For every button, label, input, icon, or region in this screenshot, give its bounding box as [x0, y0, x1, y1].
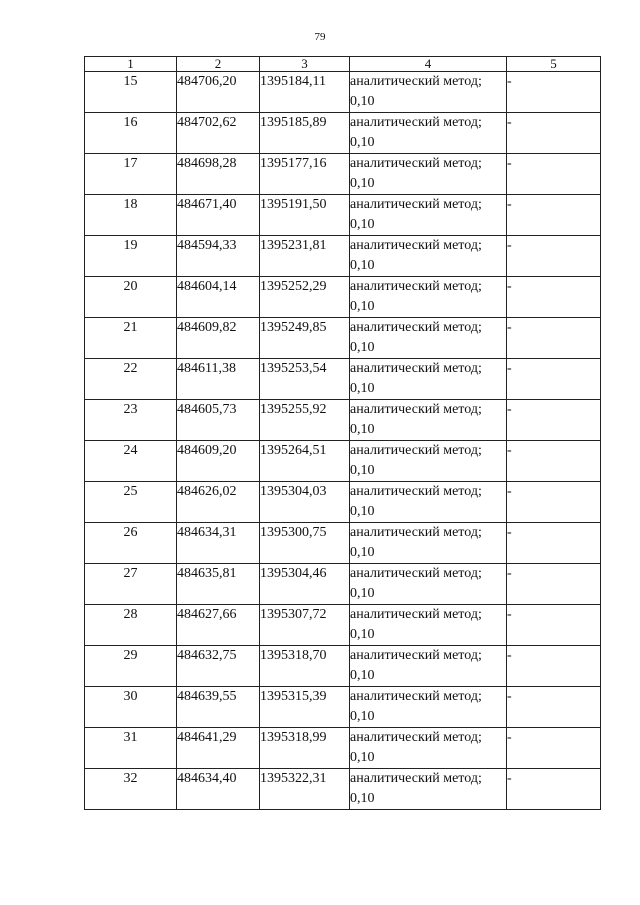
y-coordinate-cell: [260, 646, 350, 687]
method-cell: [350, 605, 507, 646]
y-coordinate-cell: [260, 605, 350, 646]
table-row: [85, 728, 601, 769]
note-text: -: [507, 115, 512, 130]
method-cell: [350, 564, 507, 605]
table-row: [85, 72, 601, 113]
accuracy-value: 0,10: [350, 791, 375, 806]
table-body: [85, 72, 601, 810]
x-coordinate: 484639,55: [177, 689, 237, 704]
point-number: 18: [123, 197, 138, 212]
table-row: [85, 400, 601, 441]
y-coordinate: 1395315,39: [260, 689, 327, 704]
column-header: 2: [177, 57, 260, 72]
method-cell: [350, 113, 507, 154]
note-cell: [507, 318, 601, 359]
point-number-cell: [85, 72, 177, 113]
table-row: [85, 277, 601, 318]
y-coordinate-cell: [260, 482, 350, 523]
y-coordinate: 1395252,29: [260, 279, 327, 294]
note-cell: [507, 687, 601, 728]
accuracy-value: 0,10: [350, 504, 375, 519]
note-cell: [507, 646, 601, 687]
point-number-cell: [85, 482, 177, 523]
method-text: аналитический метод;: [350, 402, 482, 417]
y-coordinate: 1395255,92: [260, 402, 327, 417]
y-coordinate: 1395177,16: [260, 156, 327, 171]
x-coordinate-cell: [177, 523, 260, 564]
point-number-cell: [85, 646, 177, 687]
point-number: 21: [123, 320, 138, 335]
y-coordinate: 1395304,46: [260, 566, 327, 581]
column-header: 1: [85, 57, 177, 72]
point-number: 16: [123, 115, 138, 130]
coordinates-table: [84, 56, 601, 810]
accuracy-value: 0,10: [350, 340, 375, 355]
note-text: -: [507, 74, 512, 89]
method-text: аналитический метод;: [350, 279, 482, 294]
x-coordinate-cell: [177, 646, 260, 687]
accuracy-value: 0,10: [350, 668, 375, 683]
method-text: аналитический метод;: [350, 320, 482, 335]
point-number: 20: [123, 279, 138, 294]
point-number-cell: [85, 687, 177, 728]
note-text: -: [507, 197, 512, 212]
note-cell: [507, 523, 601, 564]
y-coordinate-cell: [260, 113, 350, 154]
point-number-cell: [85, 605, 177, 646]
accuracy-value: 0,10: [350, 299, 375, 314]
point-number-cell: [85, 154, 177, 195]
point-number: 27: [123, 566, 138, 581]
x-coordinate-cell: [177, 687, 260, 728]
point-number-cell: [85, 728, 177, 769]
accuracy-value: 0,10: [350, 750, 375, 765]
note-cell: [507, 400, 601, 441]
point-number: 32: [123, 771, 138, 786]
note-cell: [507, 359, 601, 400]
method-text: аналитический метод;: [350, 197, 482, 212]
x-coordinate: 484609,20: [177, 443, 237, 458]
column-header: 5: [507, 57, 601, 72]
table-row: [85, 605, 601, 646]
x-coordinate: 484634,31: [177, 525, 237, 540]
accuracy-value: 0,10: [350, 709, 375, 724]
x-coordinate-cell: [177, 236, 260, 277]
point-number-cell: [85, 195, 177, 236]
x-coordinate: 484632,75: [177, 648, 237, 663]
method-text: аналитический метод;: [350, 607, 482, 622]
y-coordinate: 1395253,54: [260, 361, 327, 376]
method-cell: [350, 154, 507, 195]
x-coordinate: 484706,20: [177, 74, 237, 89]
point-number-cell: [85, 113, 177, 154]
x-coordinate: 484635,81: [177, 566, 237, 581]
note-text: -: [507, 443, 512, 458]
method-cell: [350, 523, 507, 564]
x-coordinate-cell: [177, 359, 260, 400]
y-coordinate-cell: [260, 523, 350, 564]
point-number-cell: [85, 769, 177, 810]
y-coordinate-cell: [260, 728, 350, 769]
method-cell: [350, 441, 507, 482]
note-text: -: [507, 771, 512, 786]
accuracy-value: 0,10: [350, 381, 375, 396]
point-number: 31: [123, 730, 138, 745]
note-cell: [507, 195, 601, 236]
point-number: 17: [123, 156, 138, 171]
x-coordinate-cell: [177, 441, 260, 482]
method-text: аналитический метод;: [350, 730, 482, 745]
accuracy-value: 0,10: [350, 176, 375, 191]
note-text: -: [507, 320, 512, 335]
note-text: -: [507, 730, 512, 745]
accuracy-value: 0,10: [350, 586, 375, 601]
accuracy-value: 0,10: [350, 422, 375, 437]
x-coordinate-cell: [177, 113, 260, 154]
method-text: аналитический метод;: [350, 771, 482, 786]
table-row: [85, 154, 601, 195]
y-coordinate: 1395191,50: [260, 197, 327, 212]
note-cell: [507, 72, 601, 113]
x-coordinate: 484604,14: [177, 279, 237, 294]
point-number-cell: [85, 523, 177, 564]
method-cell: [350, 687, 507, 728]
note-text: -: [507, 566, 512, 581]
note-text: -: [507, 689, 512, 704]
method-text: аналитический метод;: [350, 156, 482, 171]
y-coordinate: 1395318,99: [260, 730, 327, 745]
point-number-cell: [85, 277, 177, 318]
y-coordinate: 1395307,72: [260, 607, 327, 622]
y-coordinate-cell: [260, 564, 350, 605]
x-coordinate-cell: [177, 400, 260, 441]
x-coordinate-cell: [177, 605, 260, 646]
method-text: аналитический метод;: [350, 361, 482, 376]
note-cell: [507, 113, 601, 154]
method-text: аналитический метод;: [350, 74, 482, 89]
note-text: -: [507, 238, 512, 253]
table-row: [85, 482, 601, 523]
table-row: [85, 646, 601, 687]
accuracy-value: 0,10: [350, 94, 375, 109]
x-coordinate: 484605,73: [177, 402, 237, 417]
table-row: [85, 113, 601, 154]
table-row: [85, 769, 601, 810]
note-cell: [507, 482, 601, 523]
page-number: 79: [314, 31, 326, 43]
method-text: аналитический метод;: [350, 566, 482, 581]
table-row: [85, 687, 601, 728]
method-text: аналитический метод;: [350, 443, 482, 458]
point-number-cell: [85, 236, 177, 277]
y-coordinate-cell: [260, 154, 350, 195]
y-coordinate-cell: [260, 400, 350, 441]
point-number: 25: [123, 484, 138, 499]
note-text: -: [507, 279, 512, 294]
x-coordinate-cell: [177, 769, 260, 810]
y-coordinate: 1395264,51: [260, 443, 327, 458]
note-text: -: [507, 607, 512, 622]
x-coordinate-cell: [177, 564, 260, 605]
note-text: -: [507, 484, 512, 499]
note-text: -: [507, 361, 512, 376]
x-coordinate: 484626,02: [177, 484, 237, 499]
point-number: 26: [123, 525, 138, 540]
table-row: [85, 195, 601, 236]
point-number: 19: [123, 238, 138, 253]
x-coordinate: 484698,28: [177, 156, 237, 171]
point-number-cell: [85, 318, 177, 359]
accuracy-value: 0,10: [350, 463, 375, 478]
method-cell: [350, 646, 507, 687]
x-coordinate-cell: [177, 482, 260, 523]
point-number-cell: [85, 441, 177, 482]
table-row: [85, 359, 601, 400]
point-number: 23: [123, 402, 138, 417]
y-coordinate: 1395231,81: [260, 238, 327, 253]
note-text: -: [507, 648, 512, 663]
x-coordinate: 484634,40: [177, 771, 237, 786]
point-number-cell: [85, 564, 177, 605]
accuracy-value: 0,10: [350, 545, 375, 560]
note-cell: [507, 605, 601, 646]
point-number-cell: [85, 359, 177, 400]
note-cell: [507, 441, 601, 482]
method-cell: [350, 359, 507, 400]
x-coordinate-cell: [177, 277, 260, 318]
y-coordinate: 1395300,75: [260, 525, 327, 540]
y-coordinate: 1395184,11: [260, 74, 326, 89]
point-number: 24: [123, 443, 138, 458]
point-number: 22: [123, 361, 138, 376]
y-coordinate: 1395249,85: [260, 320, 327, 335]
table-header-row: [85, 57, 601, 72]
method-text: аналитический метод;: [350, 238, 482, 253]
y-coordinate-cell: [260, 236, 350, 277]
table-row: [85, 564, 601, 605]
x-coordinate: 484627,66: [177, 607, 237, 622]
method-text: аналитический метод;: [350, 648, 482, 663]
method-text: аналитический метод;: [350, 115, 482, 130]
y-coordinate: 1395185,89: [260, 115, 327, 130]
accuracy-value: 0,10: [350, 258, 375, 273]
x-coordinate-cell: [177, 72, 260, 113]
accuracy-value: 0,10: [350, 627, 375, 642]
note-cell: [507, 154, 601, 195]
point-number: 28: [123, 607, 138, 622]
note-text: -: [507, 156, 512, 171]
method-text: аналитический метод;: [350, 525, 482, 540]
table-row: [85, 441, 601, 482]
y-coordinate-cell: [260, 318, 350, 359]
y-coordinate-cell: [260, 277, 350, 318]
point-number: 30: [123, 689, 138, 704]
column-header: 4: [350, 57, 507, 72]
y-coordinate-cell: [260, 441, 350, 482]
method-cell: [350, 400, 507, 441]
x-coordinate: 484609,82: [177, 320, 237, 335]
x-coordinate-cell: [177, 318, 260, 359]
x-coordinate-cell: [177, 195, 260, 236]
accuracy-value: 0,10: [350, 135, 375, 150]
note-cell: [507, 728, 601, 769]
x-coordinate-cell: [177, 154, 260, 195]
x-coordinate: 484641,29: [177, 730, 237, 745]
y-coordinate-cell: [260, 769, 350, 810]
table-row: [85, 318, 601, 359]
y-coordinate-cell: [260, 195, 350, 236]
y-coordinate: 1395318,70: [260, 648, 327, 663]
table-row: [85, 523, 601, 564]
note-text: -: [507, 402, 512, 417]
method-cell: [350, 236, 507, 277]
x-coordinate: 484671,40: [177, 197, 237, 212]
note-text: -: [507, 525, 512, 540]
y-coordinate: 1395304,03: [260, 484, 327, 499]
point-number: 29: [123, 648, 138, 663]
y-coordinate-cell: [260, 72, 350, 113]
method-text: аналитический метод;: [350, 689, 482, 704]
method-cell: [350, 769, 507, 810]
method-cell: [350, 72, 507, 113]
note-cell: [507, 769, 601, 810]
method-text: аналитический метод;: [350, 484, 482, 499]
x-coordinate: 484594,33: [177, 238, 237, 253]
method-cell: [350, 728, 507, 769]
x-coordinate: 484611,38: [177, 361, 236, 376]
column-header: 3: [260, 57, 350, 72]
y-coordinate: 1395322,31: [260, 771, 327, 786]
y-coordinate-cell: [260, 359, 350, 400]
method-cell: [350, 318, 507, 359]
point-number-cell: [85, 400, 177, 441]
method-cell: [350, 195, 507, 236]
y-coordinate-cell: [260, 687, 350, 728]
method-cell: [350, 482, 507, 523]
x-coordinate-cell: [177, 728, 260, 769]
point-number: 15: [123, 74, 138, 89]
table-row: [85, 236, 601, 277]
accuracy-value: 0,10: [350, 217, 375, 232]
method-cell: [350, 277, 507, 318]
note-cell: [507, 236, 601, 277]
note-cell: [507, 277, 601, 318]
note-cell: [507, 564, 601, 605]
x-coordinate: 484702,62: [177, 115, 237, 130]
